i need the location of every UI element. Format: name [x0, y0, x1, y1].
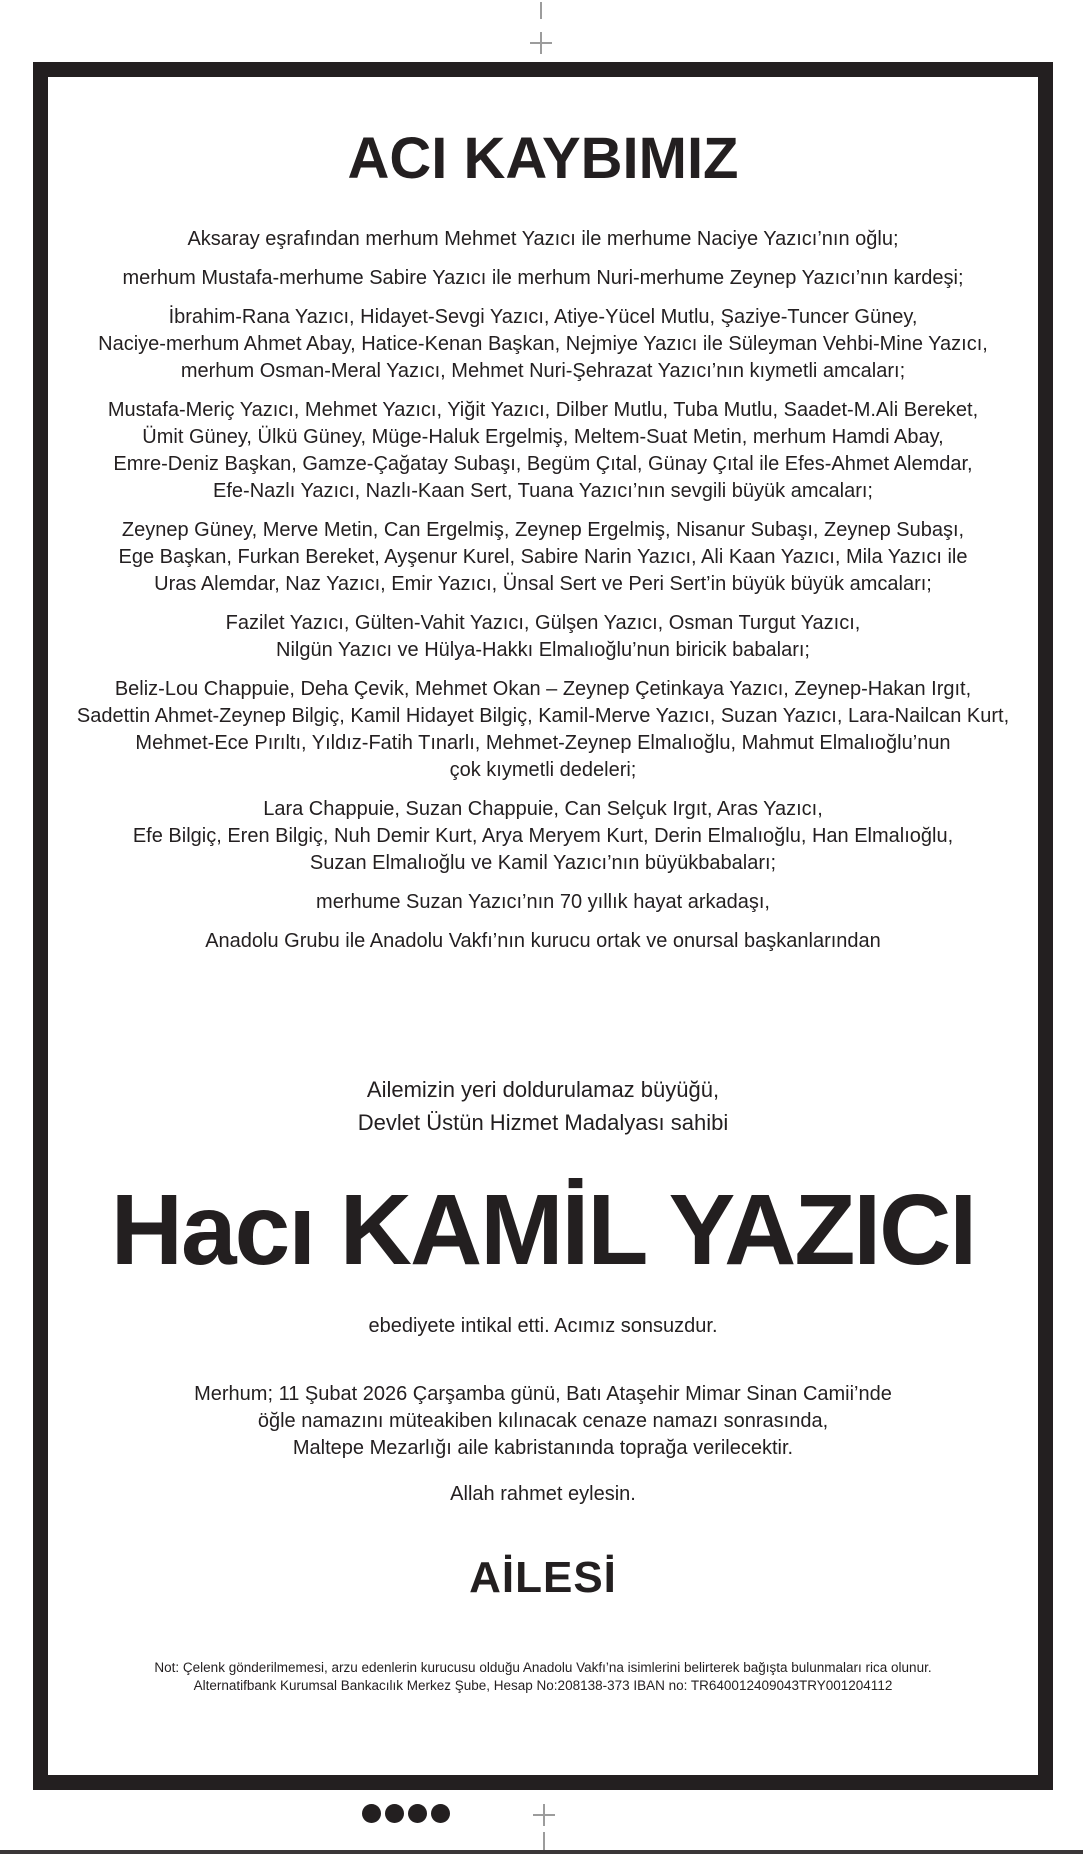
paragraph-line: Mehmet-Ece Pırıltı, Yıldız-Fatih Tınarlı, Mehmet-Zeynep Elmalıoğlu, Mahmut Elmalıoğlu’nun	[135, 732, 951, 754]
paragraph-line: Efe-Nazlı Yazıcı, Nazlı-Kaan Sert, Tuana Yazıcı’nın sevgili büyük amcaları;	[213, 480, 873, 502]
print-mark-dot-icon	[385, 1804, 404, 1823]
note-line: Not: Çelenk gönderilmemesi, arzu edenlerin kurucusu olduğu Anadolu Vakfı’na isimlerini belirterek bağışta bulunmaları rica olunur.	[154, 1660, 932, 1675]
paragraph-line: Nilgün Yazıcı ve Hülya-Hakkı Elmalıoğlu’nun biricik babaları;	[276, 639, 810, 661]
paragraph-line: Fazilet Yazıcı, Gülten-Vahit Yazıcı, Gülşen Yazıcı, Osman Turgut Yazıcı,	[225, 612, 861, 634]
paragraph-line: çok kıymetli dedeleri;	[449, 759, 637, 781]
registration-cross-top-icon	[530, 32, 552, 54]
paragraph-line: merhum Mustafa-merhume Sabire Yazıcı ile merhum Nuri-merhume Zeynep Yazıcı’nın kardeşi;	[122, 267, 964, 289]
deceased-name: Hacı KAMİL YAZICI	[110, 1174, 976, 1286]
family-signature: AİLESİ	[469, 1553, 617, 1602]
paragraph-children	[66, 610, 1020, 664]
paragraph-line: Suzan Elmalıoğlu ve Kamil Yazıcı’nın büyükbabaları;	[309, 852, 777, 874]
funeral-line: Merhum; 11 Şubat 2026 Çarşamba günü, Batı Ataşehir Mimar Sinan Camii’nde	[194, 1383, 892, 1405]
paragraph-line: Emre-Deniz Başkan, Gamze-Çağatay Subaşı, Begüm Çıtal, Günay Çıtal ile Efes-Ahmet Alemdar,	[113, 453, 973, 475]
print-mark-dots	[362, 1804, 450, 1823]
paragraph-grandchildren	[66, 676, 1020, 784]
print-mark-dot-icon	[408, 1804, 427, 1823]
relatives-section	[66, 226, 1020, 955]
paragraph-line: merhume Suzan Yazıcı’nın 70 yıllık hayat arkadaşı,	[316, 891, 770, 913]
note-line: Alternatifbank Kurumsal Bankacılık Merkez Şube, Hesap No:208138-373 IBAN no: TR640012409043TRY001204112	[193, 1678, 893, 1693]
paragraph-line: Anadolu Grubu ile Anadolu Vakfı’nın kurucu ortak ve onursal başkanlarından	[205, 930, 881, 952]
tribute-line: Devlet Üstün Hizmet Madalyası sahibi	[357, 1110, 729, 1135]
paragraph-line: Aksaray eşrafından merhum Mehmet Yazıcı ile merhume Naciye Yazıcı’nın oğlu;	[187, 228, 899, 250]
prayer-line: Allah rahmet eylesin.	[450, 1483, 636, 1505]
funeral-line: Maltepe Mezarlığı aile kabristanında toprağa verilecektir.	[292, 1437, 794, 1459]
funeral-line: öğle namazını müteakiben kılınacak cenaze namazı sonrasında,	[257, 1410, 829, 1432]
print-mark-dot-icon	[362, 1804, 381, 1823]
tribute-section	[66, 1073, 1020, 1139]
paragraph-line: Ümit Güney, Ülkü Güney, Müge-Haluk Ergelmiş, Meltem-Suat Metin, merhum Hamdi Abay,	[142, 426, 944, 448]
paragraph-line: Efe Bilgiç, Eren Bilgiç, Nuh Demir Kurt, Arya Meryem Kurt, Derin Elmalıoğlu, Han Elmalıoğlu,	[132, 825, 954, 847]
paragraph-line: merhum Osman-Meral Yazıcı, Mehmet Nuri-Şehrazat Yazıcı’nın kıymetli amcaları;	[180, 360, 906, 382]
paragraph-line: Beliz-Lou Chappuie, Deha Çevik, Mehmet Okan – Zeynep Çetinkaya Yazıcı, Zeynep-Hakan Irgıt,	[114, 678, 972, 700]
paragraph-siblings	[66, 265, 1020, 292]
paragraph-parents	[66, 226, 1020, 253]
print-mark-dot-icon	[431, 1804, 450, 1823]
paragraph-spouse	[66, 889, 1020, 916]
obituary-content	[48, 77, 1038, 1775]
paragraph-line: Sadettin Ahmet-Zeynep Bilgiç, Kamil Hidayet Bilgiç, Kamil-Merve Yazıcı, Suzan Yazıcı, Lara-Nailcan Kurt,	[76, 705, 1010, 727]
paragraph-line: Uras Alemdar, Naz Yazıcı, Emir Yazıcı, Ünsal Sert ve Peri Sert’in büyük büyük amcaları;	[154, 573, 932, 595]
paragraph-line: Mustafa-Meriç Yazıcı, Mehmet Yazıcı, Yiğit Yazıcı, Dilber Mutlu, Tuba Mutlu, Saadet-M.Ali Bereket,	[107, 399, 979, 421]
funeral-details	[66, 1381, 1020, 1462]
paragraph-line: İbrahim-Rana Yazıcı, Hidayet-Sevgi Yazıcı, Atiye-Yücel Mutlu, Şaziye-Tuncer Güney,	[168, 306, 918, 328]
page-bottom-rule	[0, 1850, 1083, 1854]
registration-cross-bottom-icon	[533, 1804, 555, 1826]
obituary-frame	[33, 62, 1053, 1790]
registration-dash-top-icon	[540, 2, 542, 19]
paragraph-nephews	[66, 304, 1020, 385]
paragraph-great-grandchildren	[66, 796, 1020, 877]
obituary-title: ACI KAYBIMIZ	[347, 126, 739, 191]
paragraph-institutions	[66, 928, 1020, 955]
paragraph-line: Lara Chappuie, Suzan Chappuie, Can Selçuk Irgıt, Aras Yazıcı,	[263, 798, 823, 820]
registration-dash-bottom-icon	[543, 1832, 545, 1851]
donation-note	[66, 1659, 1020, 1695]
passing-line: ebediyete intikal etti. Acımız sonsuzdur.	[368, 1315, 718, 1337]
tribute-line: Ailemizin yeri doldurulamaz büyüğü,	[366, 1077, 720, 1102]
paragraph-line: Naciye-merhum Ahmet Abay, Hatice-Kenan Başkan, Nejmiye Yazıcı ile Süleyman Vehbi-Mine Yazıcı,	[98, 333, 988, 355]
paragraph-grand-nephews	[66, 397, 1020, 505]
paragraph-great-grand-nephews	[66, 517, 1020, 598]
paragraph-line: Zeynep Güney, Merve Metin, Can Ergelmiş, Zeynep Ergelmiş, Nisanur Subaşı, Zeynep Subaşı,	[121, 519, 965, 541]
paragraph-line: Ege Başkan, Furkan Bereket, Ayşenur Kurel, Sabire Narin Yazıcı, Ali Kaan Yazıcı, Mila Yazıcı ile	[118, 546, 968, 568]
